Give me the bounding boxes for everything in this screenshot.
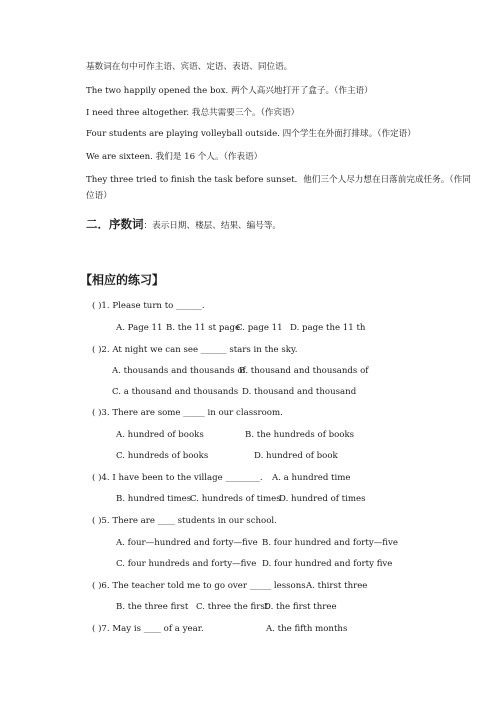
example-attribute: Four students are playing volleyball outside. 四个学生在外面打排球。（作定语） — [86, 129, 416, 139]
question-6-stem: ( )6. The teacher told me to go over _____ lessons. — [92, 581, 309, 591]
question-6-option-d: D. the first three — [264, 602, 337, 612]
question-1-stem: ( )1. Please turn to ______. — [92, 301, 205, 311]
question-3-stem: ( )3. There are some _____ in our classroom. — [92, 408, 283, 418]
question-4-option-d: D. hundred of times — [279, 494, 366, 504]
question-5-option-a: A. four—hundred and forty—five — [116, 538, 258, 548]
question-1-option-b: B. the 11 st page — [166, 323, 241, 333]
example-subject: The two happily opened the box. 两个人高兴地打开了盒子。（作主语） — [86, 86, 373, 96]
question-2-option-c: C. a thousand and thousands — [112, 387, 239, 397]
question-4-option-b: B. hundred times — [116, 494, 192, 504]
section-ordinal-note: ：表示日期、楼层、结果、编号等。 — [143, 221, 282, 231]
question-6-option-b: B. the three first — [116, 602, 189, 612]
example-appositive: They three tried to finish the task before sunset．他们三个人尽力想在日落前完成任务。（作同位语） — [86, 175, 471, 201]
question-6-option-a: A. thirst three — [306, 581, 368, 591]
question-6-option-c: C. three the first — [196, 602, 269, 612]
practice-title: 【相应的练习】 — [80, 273, 165, 287]
question-2-option-a: A. thousands and thousands of — [112, 366, 246, 376]
question-5-option-d: D. four hundred and forty five — [262, 559, 393, 569]
example-predicative: We are sixteen. 我们是 16 个人。（作表语） — [86, 152, 263, 162]
question-7-stem: ( )7. May is ____ of a year. — [92, 624, 204, 634]
intro-note: 基数词在句中可作主语、宾语、定语、表语、同位语。 — [86, 62, 293, 72]
question-1-option-c: C. page 11 — [236, 323, 283, 333]
question-5-stem: ( )5. There are ____ students in our school. — [92, 516, 277, 526]
question-7-option-a: A. the fifth months — [266, 624, 348, 634]
question-5-option-b: B. four hundred and forty—five — [262, 538, 398, 548]
question-4-option-a: A. a hundred time — [272, 473, 351, 483]
question-2-stem: ( )2. At night we can see ______ stars in the sky. — [92, 345, 298, 355]
example-object: I need three altogether. 我总共需要三个。（作宾语） — [86, 108, 300, 118]
question-1-option-d: D. page the 11 th — [290, 323, 366, 333]
question-1-option-a: A. Page 11 — [116, 323, 163, 333]
question-2-option-b: B. thousand and thousands of — [239, 366, 369, 376]
question-4-option-c: C. hundreds of times — [190, 494, 281, 504]
question-3-option-b: B. the hundreds of books — [245, 430, 355, 440]
question-5-option-c: C. four hundreds and forty—five — [116, 559, 257, 569]
question-4-stem: ( )4. I have been to the village ________. — [92, 473, 263, 483]
question-3-option-c: C. hundreds of books — [116, 451, 209, 461]
question-3-option-d: D. hundred of book — [254, 451, 338, 461]
question-3-option-a: A. hundred of books — [116, 430, 204, 440]
section-ordinal-numbers — [86, 216, 281, 232]
question-2-option-d: D. thousand and thousand — [242, 387, 357, 397]
section-ordinal-title: 二．序数词 — [86, 217, 144, 231]
